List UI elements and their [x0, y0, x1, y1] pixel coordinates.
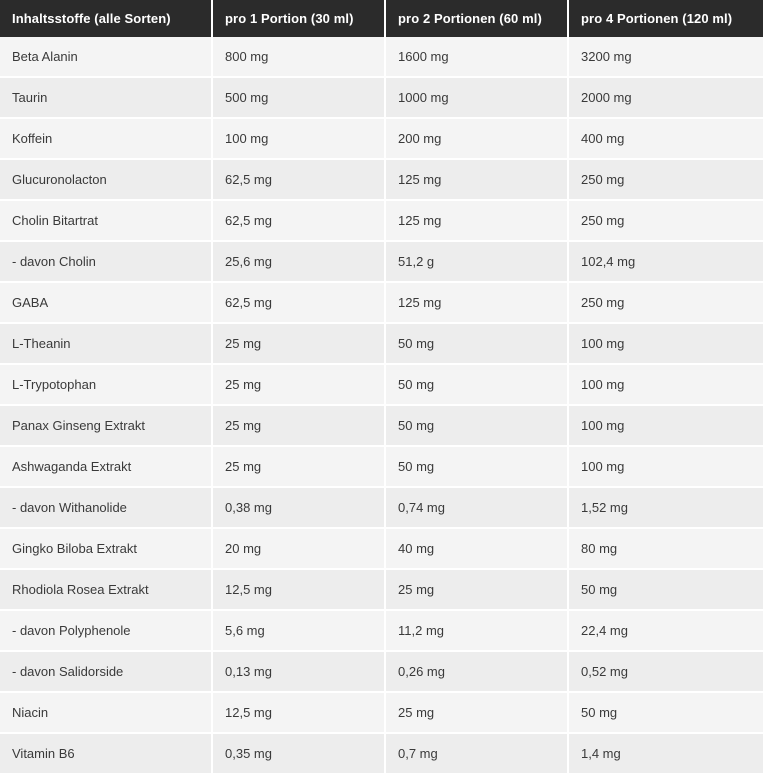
cell-ingredient: Rhodiola Rosea Extrakt — [0, 569, 212, 610]
cell-amount: 0,7 mg — [385, 733, 568, 774]
cell-amount: 62,5 mg — [212, 159, 385, 200]
table-body — [0, 37, 763, 774]
cell-amount: 25 mg — [212, 364, 385, 405]
cell-ingredient: Cholin Bitartrat — [0, 200, 212, 241]
cell-amount: 12,5 mg — [212, 569, 385, 610]
cell-amount: 0,52 mg — [568, 651, 763, 692]
cell-amount: 100 mg — [568, 364, 763, 405]
table-row — [0, 200, 763, 241]
cell-amount: 25 mg — [212, 446, 385, 487]
cell-ingredient: Ashwaganda Extrakt — [0, 446, 212, 487]
cell-ingredient: L-Trypotophan — [0, 364, 212, 405]
column-header-ingredients: Inhaltsstoffe (alle Sorten) — [0, 0, 212, 37]
cell-amount: 50 mg — [385, 405, 568, 446]
table-header — [0, 0, 763, 37]
cell-ingredient: Glucuronolacton — [0, 159, 212, 200]
cell-amount: 20 mg — [212, 528, 385, 569]
cell-amount: 250 mg — [568, 159, 763, 200]
cell-amount: 800 mg — [212, 37, 385, 77]
cell-amount: 1000 mg — [385, 77, 568, 118]
cell-amount: 25,6 mg — [212, 241, 385, 282]
cell-amount: 3200 mg — [568, 37, 763, 77]
cell-amount: 250 mg — [568, 200, 763, 241]
table-row — [0, 528, 763, 569]
cell-ingredient: Koffein — [0, 118, 212, 159]
cell-amount: 40 mg — [385, 528, 568, 569]
cell-ingredient: L-Theanin — [0, 323, 212, 364]
cell-amount: 50 mg — [385, 446, 568, 487]
cell-amount: 1,52 mg — [568, 487, 763, 528]
cell-ingredient: - davon Withanolide — [0, 487, 212, 528]
cell-amount: 1600 mg — [385, 37, 568, 77]
table-row — [0, 569, 763, 610]
table-row — [0, 118, 763, 159]
cell-amount: 12,5 mg — [212, 692, 385, 733]
table-row — [0, 323, 763, 364]
cell-amount: 100 mg — [568, 323, 763, 364]
cell-amount: 100 mg — [568, 405, 763, 446]
cell-amount: 25 mg — [385, 692, 568, 733]
column-header-serving-1: pro 1 Portion (30 ml) — [212, 0, 385, 37]
cell-ingredient: - davon Polyphenole — [0, 610, 212, 651]
table-row — [0, 692, 763, 733]
table-row — [0, 487, 763, 528]
cell-amount: 0,38 mg — [212, 487, 385, 528]
cell-ingredient: Panax Ginseng Extrakt — [0, 405, 212, 446]
table-header-row — [0, 0, 763, 37]
cell-amount: 62,5 mg — [212, 282, 385, 323]
cell-amount: 125 mg — [385, 159, 568, 200]
cell-amount: 22,4 mg — [568, 610, 763, 651]
cell-amount: 25 mg — [212, 405, 385, 446]
cell-amount: 0,74 mg — [385, 487, 568, 528]
cell-amount: 100 mg — [212, 118, 385, 159]
cell-ingredient: Beta Alanin — [0, 37, 212, 77]
cell-ingredient: GABA — [0, 282, 212, 323]
cell-amount: 500 mg — [212, 77, 385, 118]
cell-amount: 0,26 mg — [385, 651, 568, 692]
cell-amount: 50 mg — [568, 569, 763, 610]
table-row — [0, 610, 763, 651]
cell-amount: 51,2 g — [385, 241, 568, 282]
column-header-serving-2: pro 2 Portionen (60 ml) — [385, 0, 568, 37]
cell-amount: 0,35 mg — [212, 733, 385, 774]
table-row — [0, 733, 763, 774]
cell-amount: 80 mg — [568, 528, 763, 569]
cell-amount: 11,2 mg — [385, 610, 568, 651]
cell-amount: 1,4 mg — [568, 733, 763, 774]
table-row — [0, 446, 763, 487]
cell-amount: 5,6 mg — [212, 610, 385, 651]
table-row — [0, 364, 763, 405]
cell-amount: 100 mg — [568, 446, 763, 487]
table-row — [0, 241, 763, 282]
table-row — [0, 651, 763, 692]
cell-amount: 125 mg — [385, 200, 568, 241]
cell-amount: 62,5 mg — [212, 200, 385, 241]
table-row — [0, 159, 763, 200]
cell-amount: 50 mg — [385, 364, 568, 405]
cell-amount: 25 mg — [212, 323, 385, 364]
cell-amount: 250 mg — [568, 282, 763, 323]
cell-amount: 25 mg — [385, 569, 568, 610]
table-row — [0, 77, 763, 118]
cell-ingredient: Niacin — [0, 692, 212, 733]
cell-amount: 2000 mg — [568, 77, 763, 118]
cell-amount: 400 mg — [568, 118, 763, 159]
cell-amount: 200 mg — [385, 118, 568, 159]
cell-ingredient: - davon Salidorside — [0, 651, 212, 692]
cell-ingredient: Taurin — [0, 77, 212, 118]
column-header-serving-4: pro 4 Portionen (120 ml) — [568, 0, 763, 37]
cell-amount: 50 mg — [568, 692, 763, 733]
table-row — [0, 282, 763, 323]
cell-ingredient: - davon Cholin — [0, 241, 212, 282]
cell-amount: 102,4 mg — [568, 241, 763, 282]
table-row — [0, 405, 763, 446]
cell-ingredient: Vitamin B6 — [0, 733, 212, 774]
cell-amount: 125 mg — [385, 282, 568, 323]
cell-amount: 50 mg — [385, 323, 568, 364]
cell-amount: 0,13 mg — [212, 651, 385, 692]
cell-ingredient: Gingko Biloba Extrakt — [0, 528, 212, 569]
table-row — [0, 37, 763, 77]
